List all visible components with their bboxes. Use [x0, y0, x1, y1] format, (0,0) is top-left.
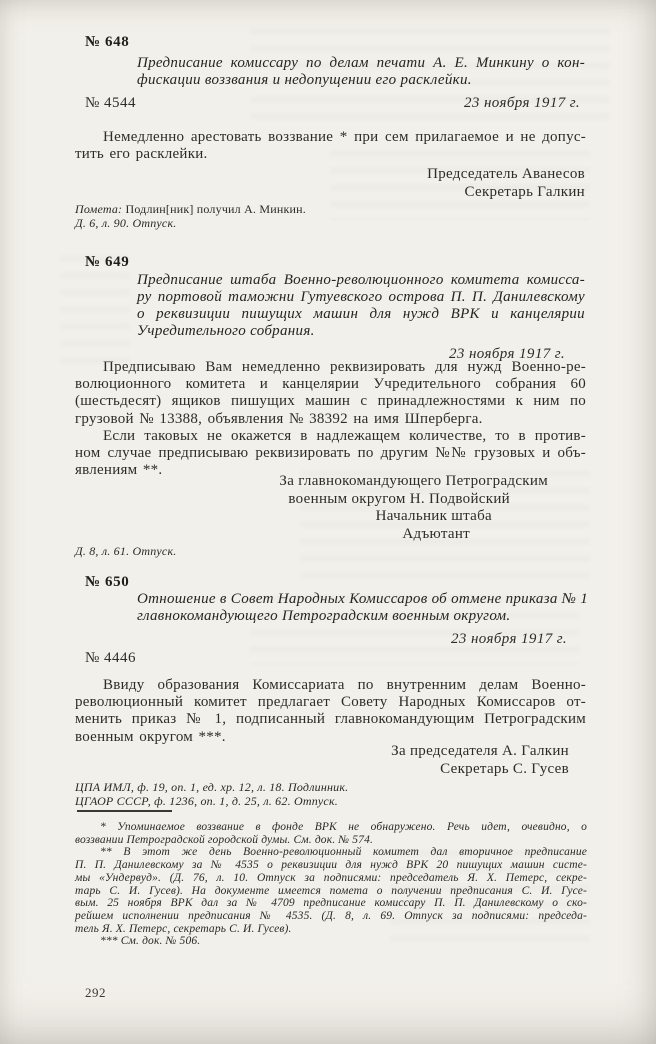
footnote-2: ** В этот же день Военно-революционный комитет дал вторичное предписание П. П. Данилевскому за № 4535 о реквизиции для нужд ВРК 20 пишущих машин систе- мы «Ундервуд». (Д. 76, л. 10. Отпуск за подписями: председатель Я. Х. Петерс, секре- тарь С. И. Гусев). На документе имеется помета о получении предписания С. И. Гусе- вым. 25 ноября ВРК дал за № 4709 предписание комиссару П. П. Данилевскому о ско- рейшем исполнении предписания № 4535. (Д. 8, л. 69. Отпуск за подписями: председа- тель Я. Х. Петерс, секретарь С. И. Гусев).: [75, 846, 587, 935]
signature-block-650: За председателя А. Галкин Секретарь С. Гусев: [391, 743, 569, 777]
document-date-650: 23 ноября 1917 г.: [451, 631, 567, 647]
pometa-label: Помета:: [75, 202, 123, 216]
document-date-649: 23 ноября 1917 г.: [449, 346, 565, 362]
document-number-648: № 648: [85, 34, 130, 50]
reference-number-648: № 4544: [85, 95, 137, 111]
pometa-note-648: [75, 202, 306, 230]
signature-block-648: Председатель Аванесов Секретарь Галкин: [427, 166, 585, 200]
archival-reference-648: Д. 6, л. 90. Отпуск.: [75, 216, 177, 230]
document-number-650: № 650: [85, 574, 130, 590]
document-body-649-para1: Предписываю Вам немедленно реквизировать для нужд Военно-ре- волюционного комитета и канцелярии Учредительного собрания 60 (шестьдесят) ящиков пишущих машин с принадлежностями к ним по грузовой № 13388, объявления № 38392 на имя Шперберга.: [75, 359, 586, 427]
document-heading-649: Предписание штаба Военно-революционного комитета комисса- ру портовой таможни Гутуевского острова П. П. Данилевскому о реквизиции пишущих машин для нужд ВРК и канцелярии Учредительного собрания.: [137, 272, 585, 339]
document-body-650: Ввиду образования Комиссариата по внутренним делам Военно- революционный комитет предлагает Совету Народных Комиссаров от- менить приказ № 1, подписанный главнокомандующим Петроградским военным округом ***.: [75, 677, 586, 745]
document-number-649: № 649: [85, 254, 130, 270]
footnote-separator: [77, 810, 172, 812]
document-body-649-para2: Если таковых не окажется в надлежащем количестве, то в против- ном случае предписываю реквизировать по другим №№ грузовых и объ- явлениям **.: [75, 428, 586, 479]
document-heading-650: Отношение в Совет Народных Комиссаров об отмене приказа № 1 главнокомандующего Петроградским военным округом.: [137, 591, 589, 624]
footnote-3: *** См. док. № 506.: [100, 935, 201, 948]
footnotes-block: [75, 821, 587, 948]
archival-reference-649: Д. 8, л. 61. Отпуск.: [75, 544, 177, 558]
footnote-1: * Упоминаемое воззвание в фонде ВРК не обнаружено. Речь идет, очевидно, о воззвании Петроградской городской думы. См. док. № 574.: [75, 821, 587, 846]
archival-references-650: ЦПА ИМЛ, ф. 19, оп. 1, ед. хр. 12, л. 18. Подлинник. ЦГАОР СССР, ф. 1236, оп. 1, д. 25, л. 62. Отпуск.: [75, 780, 349, 808]
signature-block-649: За главнокомандующего Петроградским военным округом Н. Подвойский Начальник штаба Адъютант: [279, 473, 548, 542]
reference-number-650: № 4446: [85, 650, 137, 666]
document-heading-648: Предписание комиссару по делам печати А. Е. Минкину о кон- фискации воззвания и недопущении его расклейки.: [137, 55, 585, 88]
document-body-648: Немедленно арестовать воззвание * при сем прилагаемое и не допус- тить его расклейки.: [75, 129, 586, 163]
reference-row-648: [85, 95, 580, 112]
page-number: 292: [85, 985, 106, 1000]
document-date-648: 23 ноября 1917 г.: [464, 95, 580, 111]
pometa-text: Подлин[ник] получил А. Минкин.: [122, 202, 306, 216]
